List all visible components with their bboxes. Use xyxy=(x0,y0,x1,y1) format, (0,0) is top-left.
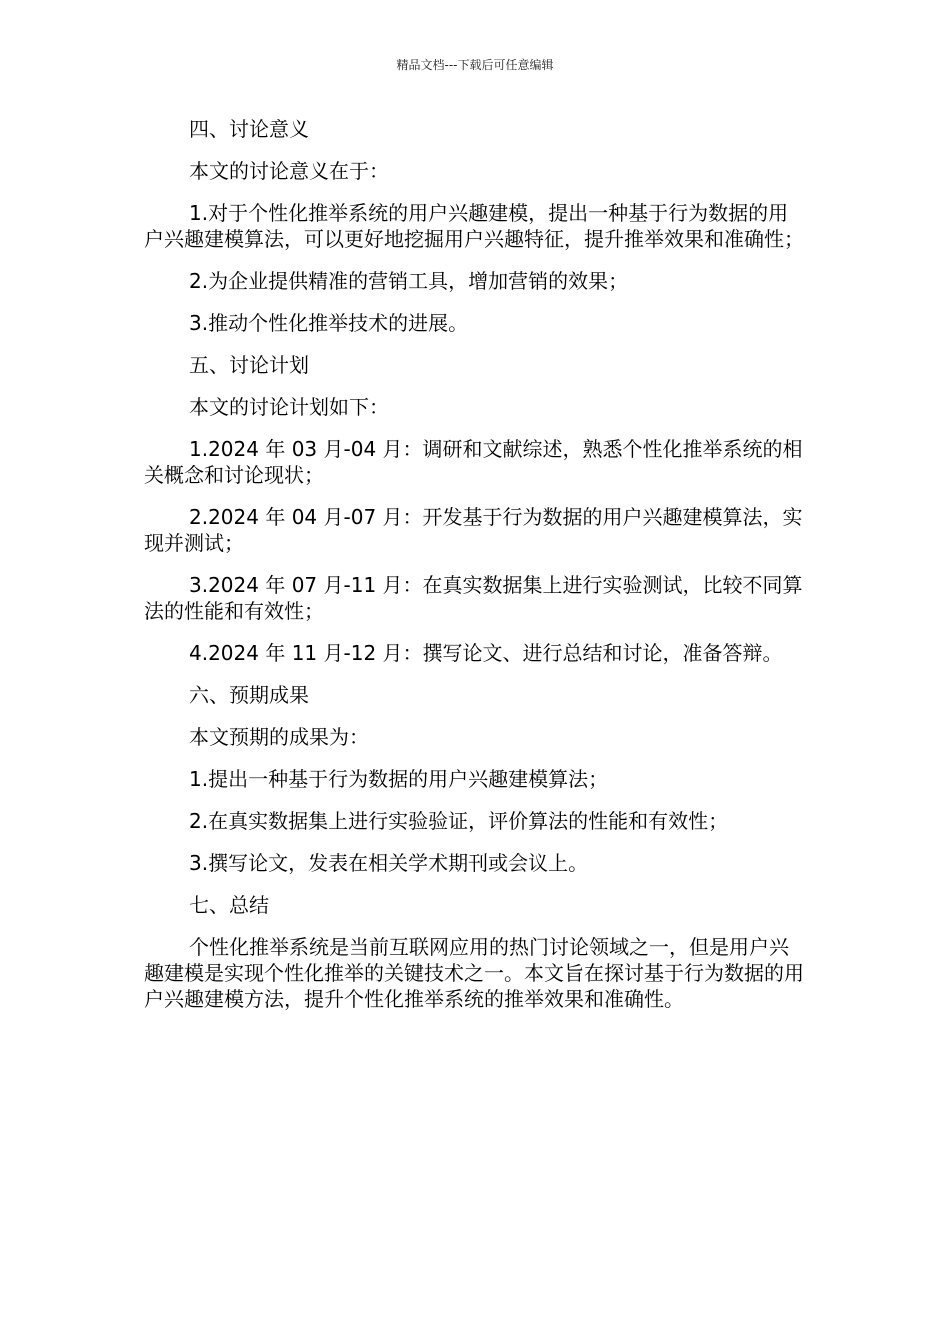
page-header: 精品文档---下载后可任意编辑 xyxy=(396,58,554,72)
list-item-significance-1: 1.对于个性化推举系统的用户兴趣建模，提出一种基于行为数据的用户兴趣建模算法，可以更好地挖掘用户兴趣特征，提升推举效果和准确性； xyxy=(144,201,804,251)
paragraph-results-intro: 本文预期的成果为： xyxy=(189,725,369,749)
list-item-significance-3: 3.推动个性化推举技术的进展。 xyxy=(189,311,469,335)
list-item-plan-4: 4.2024 年 11 月-12 月：撰写论文、进行总结和讨论，准备答辩。 xyxy=(189,641,783,665)
list-item-plan-1: 1.2024 年 03 月-04 月：调研和文献综述，熟悉个性化推举系统的相关概念和讨论现状； xyxy=(144,437,803,487)
section-heading-discussion-plan: 五、讨论计划 xyxy=(189,353,309,377)
list-item-significance-2: 2.为企业提供精准的营销工具，增加营销的效果； xyxy=(189,269,629,293)
list-item-plan-3: 3.2024 年 07 月-11 月：在真实数据集上进行实验测试，比较不同算法的性能和有效性； xyxy=(144,573,803,623)
paragraph-plan-intro: 本文的讨论计划如下： xyxy=(189,395,389,419)
list-item-plan-2: 2.2024 年 04 月-07 月：开发基于行为数据的用户兴趣建模算法，实现并测试； xyxy=(144,505,803,555)
paragraph-significance-intro: 本文的讨论意义在于： xyxy=(189,159,389,183)
list-item-results-3: 3.撰写论文，发表在相关学术期刊或会议上。 xyxy=(189,851,589,875)
section-heading-summary: 七、总结 xyxy=(189,893,269,917)
list-item-results-1: 1.提出一种基于行为数据的用户兴趣建模算法； xyxy=(189,767,609,791)
document-body xyxy=(144,116,804,1028)
paragraph-summary: 个性化推举系统是当前互联网应用的热门讨论领域之一，但是用户兴趣建模是实现个性化推举的关键技术之一。本文旨在探讨基于行为数据的用户兴趣建模方法，提升个性化推举系统的推举效果和准确性。 xyxy=(144,935,804,1011)
list-item-results-2: 2.在真实数据集上进行实验验证，评价算法的性能和有效性； xyxy=(189,809,729,833)
section-heading-discussion-significance: 四、讨论意义 xyxy=(189,117,309,141)
section-heading-expected-results: 六、预期成果 xyxy=(189,683,309,707)
